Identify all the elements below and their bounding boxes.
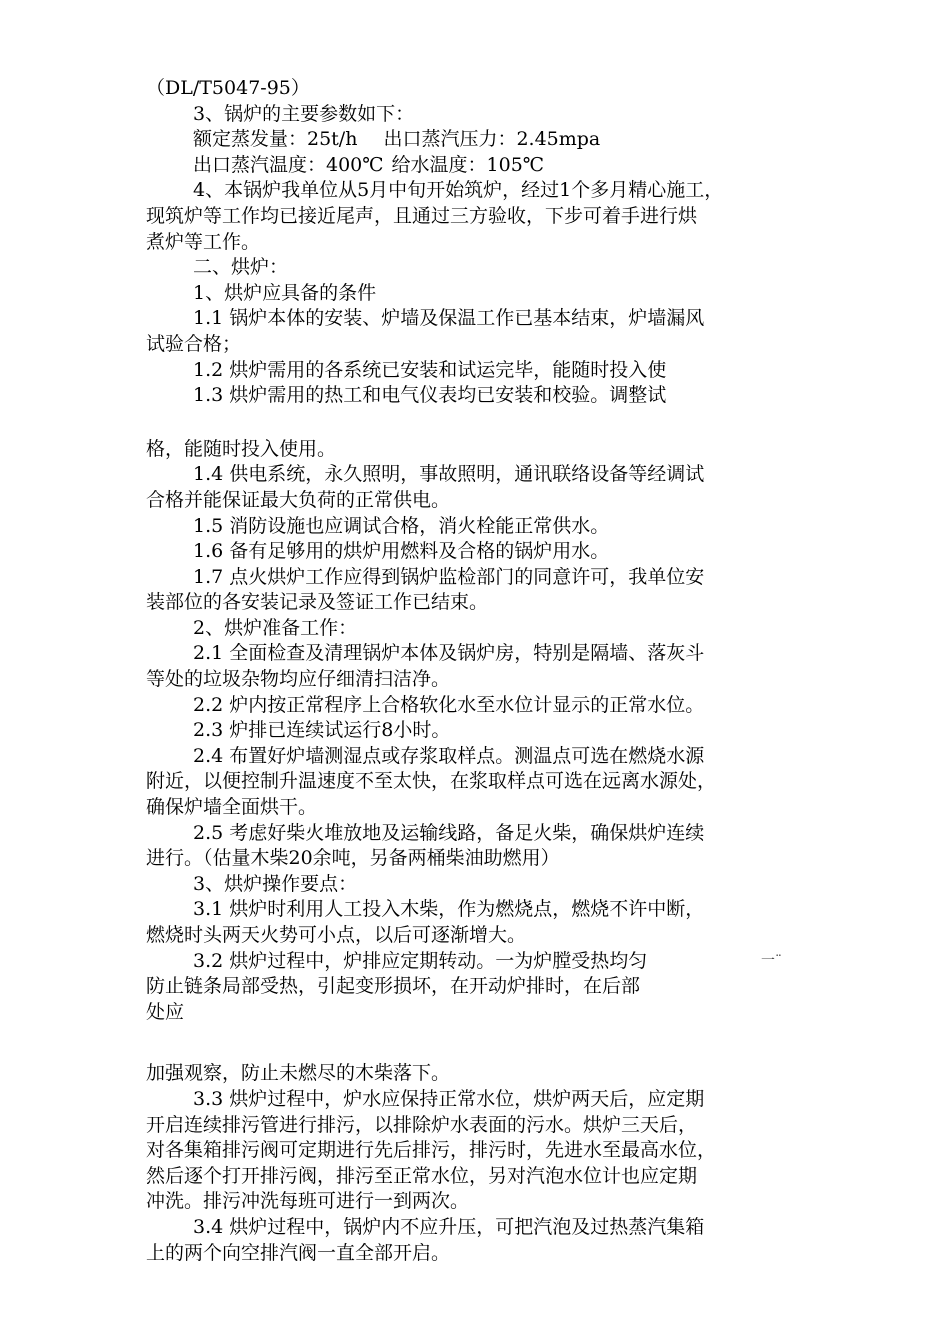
paragraph-line: 然后逐个打开排污阀，排污至正常水位，另对汽泡水位计也应定期 (146, 1164, 698, 1187)
section-heading: 3、锅炉的主要参数如下： (193, 102, 415, 125)
page-gap (146, 1025, 810, 1061)
paragraph-line: 3.4 烘炉过程中，锅炉内不应升压，可把汽泡及过热蒸汽集箱 (193, 1215, 705, 1238)
section-heading: 二、烘炉： (193, 256, 289, 279)
paragraph-line: 试验合格； (146, 332, 242, 355)
paragraph-line: 对各集箱排污阀可定期进行先后排污，排污时，先进水至最高水位， (146, 1139, 717, 1162)
paragraph-line: 1.6 备有足够用的烘炉用燃料及合格的锅炉用水。 (193, 540, 610, 563)
paragraph-line: 确保炉墙全面烘干。 (146, 796, 318, 819)
paragraph-line: 煮炉等工作。 (146, 230, 261, 253)
paragraph-line: 1.3 烘炉需用的热工和电气仪表均已安装和校验。调整试 (193, 384, 667, 407)
paragraph-line: 合格并能保证最大负荷的正常供电。 (146, 488, 451, 511)
outlet-steam-pressure: 出口蒸汽压力：2.45mpa (383, 128, 601, 151)
paragraph-line: 3.3 烘炉过程中，炉水应保持正常水位，烘炉两天后，应定期 (193, 1087, 705, 1110)
paragraph-line: 附近，以便控制升温速度不至太快，在浆取样点可选在远离水源处， (146, 770, 717, 793)
paragraph-line: 开启连续排污管进行排污，以排除炉水表面的污水。烘炉三天后， (146, 1113, 698, 1136)
paragraph-line: 1.1 锅炉本体的安装、炉墙及保温工作已基本结束，炉墙漏风 (193, 307, 705, 330)
paragraph-line: 上的两个向空排汽阀一直全部开启。 (146, 1241, 451, 1264)
paragraph-line: 2.1 全面检查及清理锅炉本体及锅炉房，特别是隔墙、落灰斗 (193, 642, 705, 665)
standard-code: （DL/T5047-95） (146, 77, 310, 99)
paragraph-line: 冲洗。排污冲洗每班可进行一到两次。 (146, 1190, 470, 1213)
paragraph-line: 2.2 炉内按正常程序上合格软化水至水位计显示的正常水位。 (193, 693, 705, 716)
outlet-steam-temperature: 出口蒸汽温度：400℃ (193, 153, 384, 176)
parameter-line (146, 153, 810, 179)
paragraph-line: 2.4 布置好炉墙测湿点或存浆取样点。测温点可选在燃烧水源 (193, 744, 705, 767)
paragraph-line: 1.4 供电系统，永久照明，事故照明，通讯联络设备等经调试 (193, 463, 705, 486)
paragraph-text: 3.2 烘炉过程中，炉排应定期转动。一为炉膛受热均匀 (193, 949, 648, 972)
paragraph-line: 1.2 烘炉需用的各系统已安装和试运完毕，能随时投入使 (193, 358, 667, 381)
paragraph-line: 现筑炉等工作均已接近尾声，且通过三方验收，下步可着手进行烘 (146, 204, 698, 227)
document-body (146, 76, 810, 1266)
subsection-heading: 3、烘炉操作要点： (193, 872, 358, 895)
paragraph-line: 防止链条局部受热，引起变形损坏，在开动炉排时，在后部 (146, 975, 641, 998)
paragraph-line: 3.1 烘炉时利用人工投入木柴，作为燃烧点，燃烧不许中断， (193, 898, 705, 921)
subsection-heading: 2、烘炉准备工作： (193, 616, 358, 639)
paragraph-line: 等处的垃圾杂物均应仔细清扫洁净。 (146, 668, 451, 691)
page-gap (146, 409, 810, 437)
paragraph-line: 燃烧时头两天火势可小点，以后可逐渐增大。 (146, 924, 527, 946)
paragraph-line: 装部位的各安装记录及签证工作已结束。 (146, 591, 489, 614)
paragraph-line: 加强观察，防止未燃尽的木柴落下。 (146, 1062, 451, 1085)
paragraph-line: 格，能随时投入使用。 (146, 437, 337, 460)
paragraph-line: 4、本锅炉我单位从5月中旬开始筑炉，经过1个多月精心施工， (193, 179, 724, 202)
paragraph-line: 1.5 消防设施也应调试合格，消火栓能正常供水。 (193, 514, 610, 537)
feedwater-temperature: 给水温度：105℃ (391, 153, 545, 176)
paragraph-line: 处应 (146, 1000, 185, 1023)
paragraph-line: 2.3 炉排已连续试运行8小时。 (193, 719, 451, 742)
subsection-heading: 1、烘炉应具备的条件 (193, 281, 377, 304)
parameter-line (146, 127, 810, 153)
paragraph-line (146, 949, 810, 975)
faint-mark: 一¨ (761, 952, 782, 969)
paragraph-line: 1.7 点火烘炉工作应得到锅炉监检部门的同意许可，我单位安 (193, 565, 705, 588)
rated-evaporation: 额定蒸发量：25t/h (193, 128, 358, 151)
paragraph-line: 进行。（估量木柴20余吨，另备两桶柴油助燃用） (146, 847, 560, 870)
paragraph-line: 2.5 考虑好柴火堆放地及运输线路，备足火柴，确保烘炉连续 (193, 821, 705, 844)
